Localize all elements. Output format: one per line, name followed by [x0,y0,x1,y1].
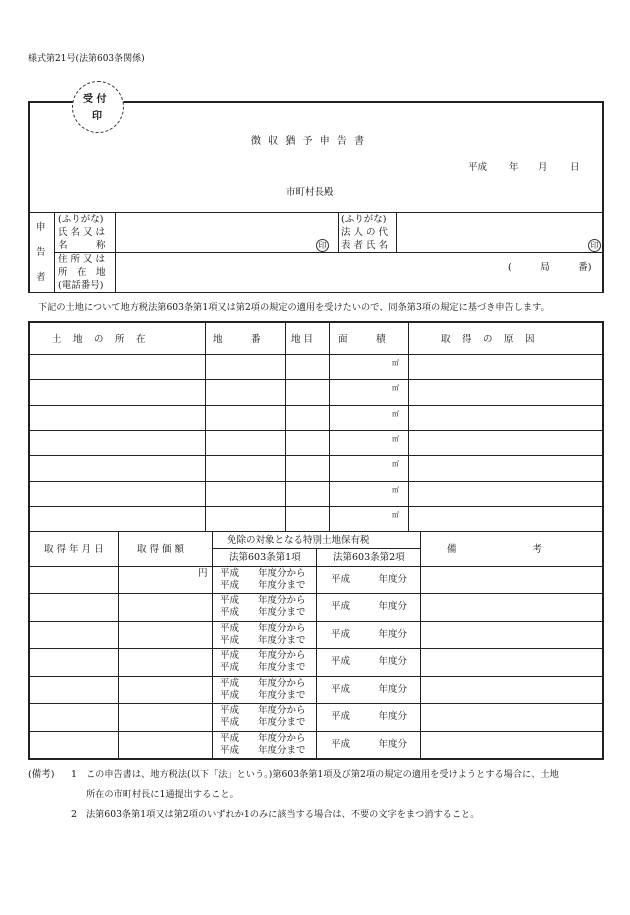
name-label: 氏 名 又 は [58,227,106,238]
acq-header-price: 取 得 価 額 [137,544,185,555]
declarant-label-3: 者 [36,272,46,283]
land-cell[interactable] [206,507,285,530]
table-bottom [28,758,604,760]
land-area-unit: ㎡ [392,460,399,469]
land-area-unit: ㎡ [392,359,399,367]
land-header-area: 面 積 [338,334,386,345]
land-header-category: 地 目 [291,334,314,345]
acq-cell[interactable] [119,649,211,674]
seal-mark-name: 印 [316,239,329,252]
land-cell[interactable] [286,355,329,378]
note-1-line1: この申告書は、地方税法(以下「法」という。)第603条第1項及び第2項の規定の適用を受けようとする場合に、土地 [86,769,559,780]
date-year: 年 [509,162,519,173]
land-cell[interactable] [206,380,285,403]
statement: 下記の土地について地方税法第603条第1項又は第2項の規定の適用を受けたいので、同条第3項の規定に基づき申告します。 [38,302,550,313]
acq-period-single: 平成 年度分 [331,738,408,750]
declarant-vdiv1 [54,212,55,292]
stamp-line1: 受 付 [83,94,107,105]
declarant-label-2: 告 [36,247,46,258]
acq-cell[interactable] [421,649,601,674]
acq-col-divider [212,531,213,758]
acq-col-divider [316,548,317,758]
acq-period-to: 平成 年度分まで [220,607,306,619]
note-2-line1: 法第603条第1項又は第2項のいずれか1のみに該当する場合は、不要の文字をまつ消すること。 [86,809,480,820]
acq-cell[interactable] [30,704,117,729]
name-label-2: 名 称 [58,240,106,251]
land-cell[interactable] [30,431,205,454]
land-header-reason: 取 得 の 原 因 [441,334,536,345]
land-cell[interactable] [286,456,329,479]
representative-field[interactable] [398,214,601,251]
acq-period-from: 平成 年度分から [220,705,306,717]
acq-cell[interactable] [119,567,211,592]
land-cell[interactable] [206,406,285,429]
land-cell[interactable] [409,431,602,454]
land-cell[interactable] [206,431,285,454]
land-cell[interactable] [330,406,408,429]
note-2-number: 2 [71,809,78,820]
frame-left [28,101,30,293]
land-area-unit: ㎡ [392,510,399,519]
land-cell[interactable] [409,482,602,505]
acq-header-remarks: 備 考 [447,544,543,555]
reception-stamp [72,81,124,133]
address-label: 住 所 又 は [58,254,106,265]
page-title: 徴 収 猶 予 申 告 書 [251,136,367,147]
land-cell[interactable] [286,380,329,403]
acq-period-from: 平成 年度分から [220,677,306,689]
date-day: 日 [570,162,580,173]
land-cell[interactable] [409,380,602,403]
declarant-label-1: 申 [36,222,46,233]
land-cell[interactable] [330,482,408,505]
land-area-unit: ㎡ [392,485,399,494]
frame-right [602,101,604,293]
name-furigana-label: (ふりがな) [58,214,104,225]
land-area-unit: ㎡ [392,384,399,393]
acq-header-sub1: 法第603条第1項 [229,552,301,563]
acq-period-single: 平成 年度分 [331,683,408,695]
acq-cell[interactable] [421,677,601,702]
land-cell[interactable] [286,431,329,454]
declarant-vdiv4 [396,212,397,252]
land-cell[interactable] [409,507,602,530]
seal-mark-rep: 印 [588,239,601,252]
acq-period-to: 平成 年度分まで [220,580,306,591]
acq-cell[interactable] [421,704,601,729]
rep-label: 法 人 の 代 [341,227,389,238]
acq-cell[interactable] [30,567,117,592]
acq-cell[interactable] [119,704,211,729]
land-cell[interactable] [206,482,285,505]
acq-period-single: 平成 年度分 [331,601,408,613]
form-number: 様式第21号(法第603条関係) [28,54,145,64]
land-cell[interactable] [30,507,205,530]
land-cell[interactable] [30,406,205,429]
date-month: 月 [538,162,548,173]
rep-furigana-label: (ふりがな) [341,214,387,225]
land-cell[interactable] [409,355,602,378]
acq-period-from: 平成 年度分から [220,622,306,634]
acq-cell[interactable] [119,677,211,702]
phone-hint: ( 局 番) [508,262,592,273]
land-cell[interactable] [409,406,602,429]
land-cell[interactable] [30,482,205,505]
land-cell[interactable] [206,355,285,378]
acq-period-single: 平成 年度分 [331,656,408,668]
acq-cell[interactable] [30,622,117,647]
land-header-location: 土 地 の 所 在 [52,334,147,345]
land-cell[interactable] [330,431,408,454]
acq-cell[interactable] [30,732,117,757]
land-cell[interactable] [330,456,408,479]
land-row-line [28,531,604,532]
table-top [28,321,604,323]
land-cell[interactable] [206,456,285,479]
acq-period-from: 平成 年度分から [220,595,306,607]
land-cell[interactable] [30,456,205,479]
acq-cell[interactable] [421,567,601,592]
land-cell[interactable] [330,355,408,378]
acq-period-single: 平成 年度分 [331,628,408,640]
acq-cell[interactable] [421,732,601,757]
acq-period-single: 平成 年度分 [331,711,408,723]
table-right [602,321,604,760]
acq-yen-unit: 円 [198,568,208,579]
notes-label: (備考) [28,769,55,780]
land-cell[interactable] [330,507,408,530]
land-cell[interactable] [30,380,205,403]
note-1-line2: 所在の市町村長に1通提出すること。 [86,789,239,800]
land-header-lotnumber: 地 番 [213,334,261,345]
land-cell[interactable] [30,355,205,378]
land-cell[interactable] [286,406,329,429]
acq-cell[interactable] [421,594,601,619]
frame-bottom [28,292,604,293]
acq-cell[interactable] [30,594,117,619]
acq-period-to: 平成 年度分まで [220,689,306,701]
note-1-number: 1 [71,769,78,780]
acq-period-from: 平成 年度分から [220,650,306,662]
acq-period-to: 平成 年度分まで [220,634,306,646]
land-cell[interactable] [286,482,329,505]
acq-cell[interactable] [119,732,211,757]
name-field[interactable] [117,214,337,251]
declarant-vdiv3 [338,212,339,252]
acq-cell[interactable] [119,622,211,647]
acq-period-single: 平成 年度分 [331,574,408,585]
declarant-mid-line [54,252,604,253]
declarant-vdiv2 [115,212,116,292]
addressee: 市町村長殿 [286,187,334,198]
stamp-line2: 印 [92,111,102,122]
acq-period-to: 平成 年度分まで [220,717,306,729]
land-area-unit: ㎡ [392,409,399,418]
phone-label: (電話番号) [58,280,104,291]
date-era: 平成 [468,162,488,173]
acq-cell[interactable] [421,622,601,647]
acq-cell[interactable] [119,594,211,619]
acq-period-from: 平成 年度分から [220,568,306,579]
acq-header-date: 取 得 年 月 日 [44,544,104,555]
acq-period-from: 平成 年度分から [220,732,306,744]
land-cell[interactable] [330,380,408,403]
rep-label-2: 表 者 氏 名 [341,240,389,251]
acq-cell[interactable] [30,677,117,702]
land-cell[interactable] [409,456,602,479]
acq-period-to: 平成 年度分まで [220,744,306,756]
address-label-2: 所 在 地 [58,267,106,278]
acq-header-exempt: 免除の対象となる特別土地保有税 [227,535,370,546]
acq-cell[interactable] [30,649,117,674]
acq-header-sub2: 法第603条第2項 [333,552,405,563]
land-cell[interactable] [286,507,329,530]
acq-period-to: 平成 年度分まで [220,662,306,674]
land-area-unit: ㎡ [392,434,399,443]
